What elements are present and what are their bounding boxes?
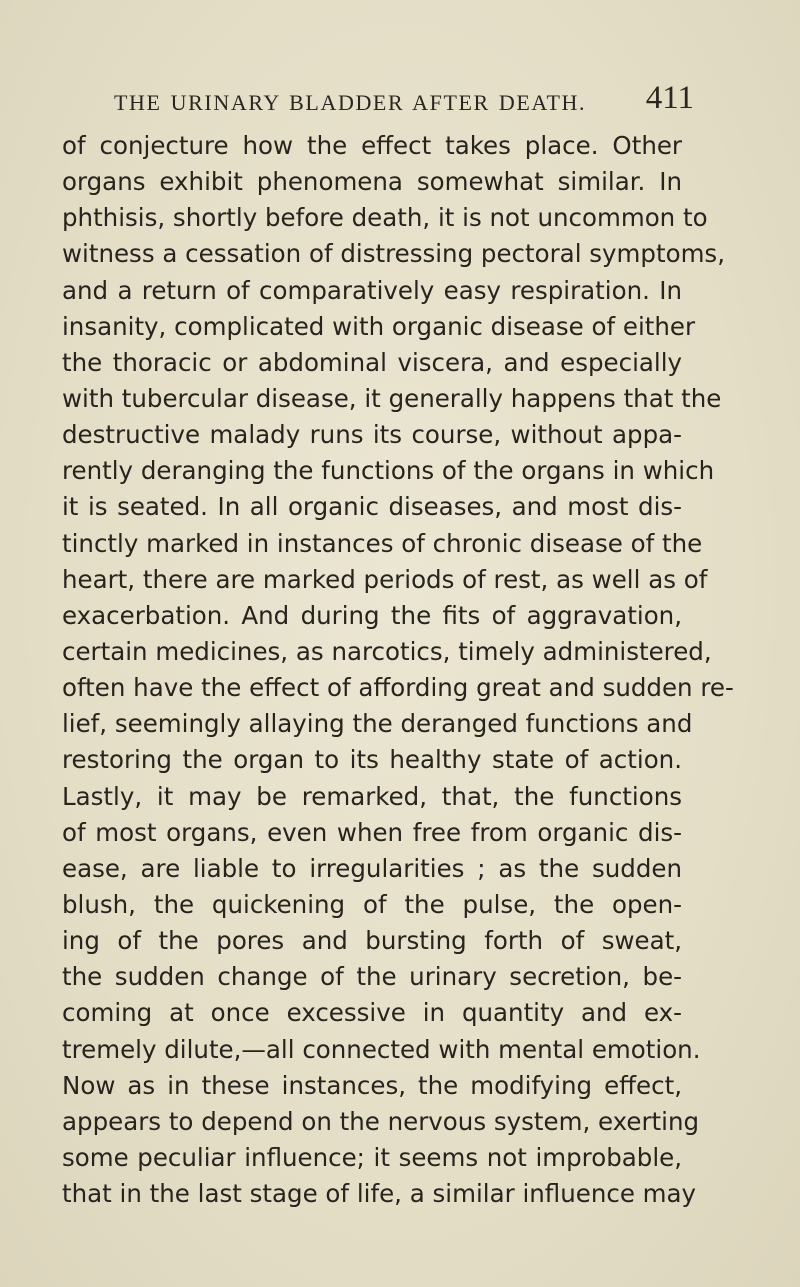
text-line: of conjecture how the effect takes place. Other [62,131,682,160]
text-line: blush, the quickening of the pulse, the open- [62,889,682,919]
text-line: Lastly, it may be remarked, that, the functions [62,781,682,811]
text-line: and a return of comparatively easy respiration. In [62,275,682,305]
text-line: lief, seemingly allaying the deranged functions and [62,709,693,739]
page-number: 411 [645,80,694,116]
text-line: the thoracic or abdominal viscera, and especially [62,347,682,377]
text-line: certain medicines, as narcotics, timely administered, [62,636,712,666]
text-line: heart, there are marked periods of rest, as well as of [62,564,708,594]
text-line: insanity, complicated with organic disease of either [62,311,696,341]
text-line: phthisis, shortly before death, it is not uncommon to [62,203,708,233]
body-text [62,128,734,1212]
text-line: exacerbation. And during the fits of aggravation, [62,600,682,630]
text-line: restoring the organ to its healthy state of action. [62,745,682,775]
text-line: ing of the pores and bursting forth of sweat, [62,926,682,956]
text-line: often have the effect of affording great and sudden re- [62,673,734,703]
text-line: that in the last stage of life, a similar influence may [62,1179,697,1209]
running-title: THE URINARY BLADDER AFTER DEATH. [114,90,587,115]
text-line: of most organs, even when free from organic dis- [62,817,682,847]
text-line: some peculiar influence; it seems not improbable, [62,1142,682,1172]
text-line: appears to depend on the nervous system, exerting [62,1106,700,1136]
text-line: ease, are liable to irregularities ; as the sudden [62,853,682,883]
text-line: coming at once excessive in quantity and ex- [62,998,682,1028]
text-line: tremely dilute,—all connected with mental emotion. [62,1034,701,1064]
text-line: tinctly marked in instances of chronic disease of the [62,528,703,558]
text-line: Now as in these instances, the modifying effect, [62,1070,682,1100]
text-line: organs exhibit phenomena somewhat similar. In [62,167,682,197]
text-line: the sudden change of the urinary secretion, be- [62,962,682,992]
text-line: rently deranging the functions of the organs in which [62,456,715,486]
running-head [114,80,694,124]
text-line: it is seated. In all organic diseases, and most dis- [62,492,682,522]
text-line: witness a cessation of distressing pectoral symptoms, [62,239,725,269]
text-line: destructive malady runs its course, without appa- [62,420,682,450]
text-line: with tubercular disease, it generally happens that the [62,383,722,413]
